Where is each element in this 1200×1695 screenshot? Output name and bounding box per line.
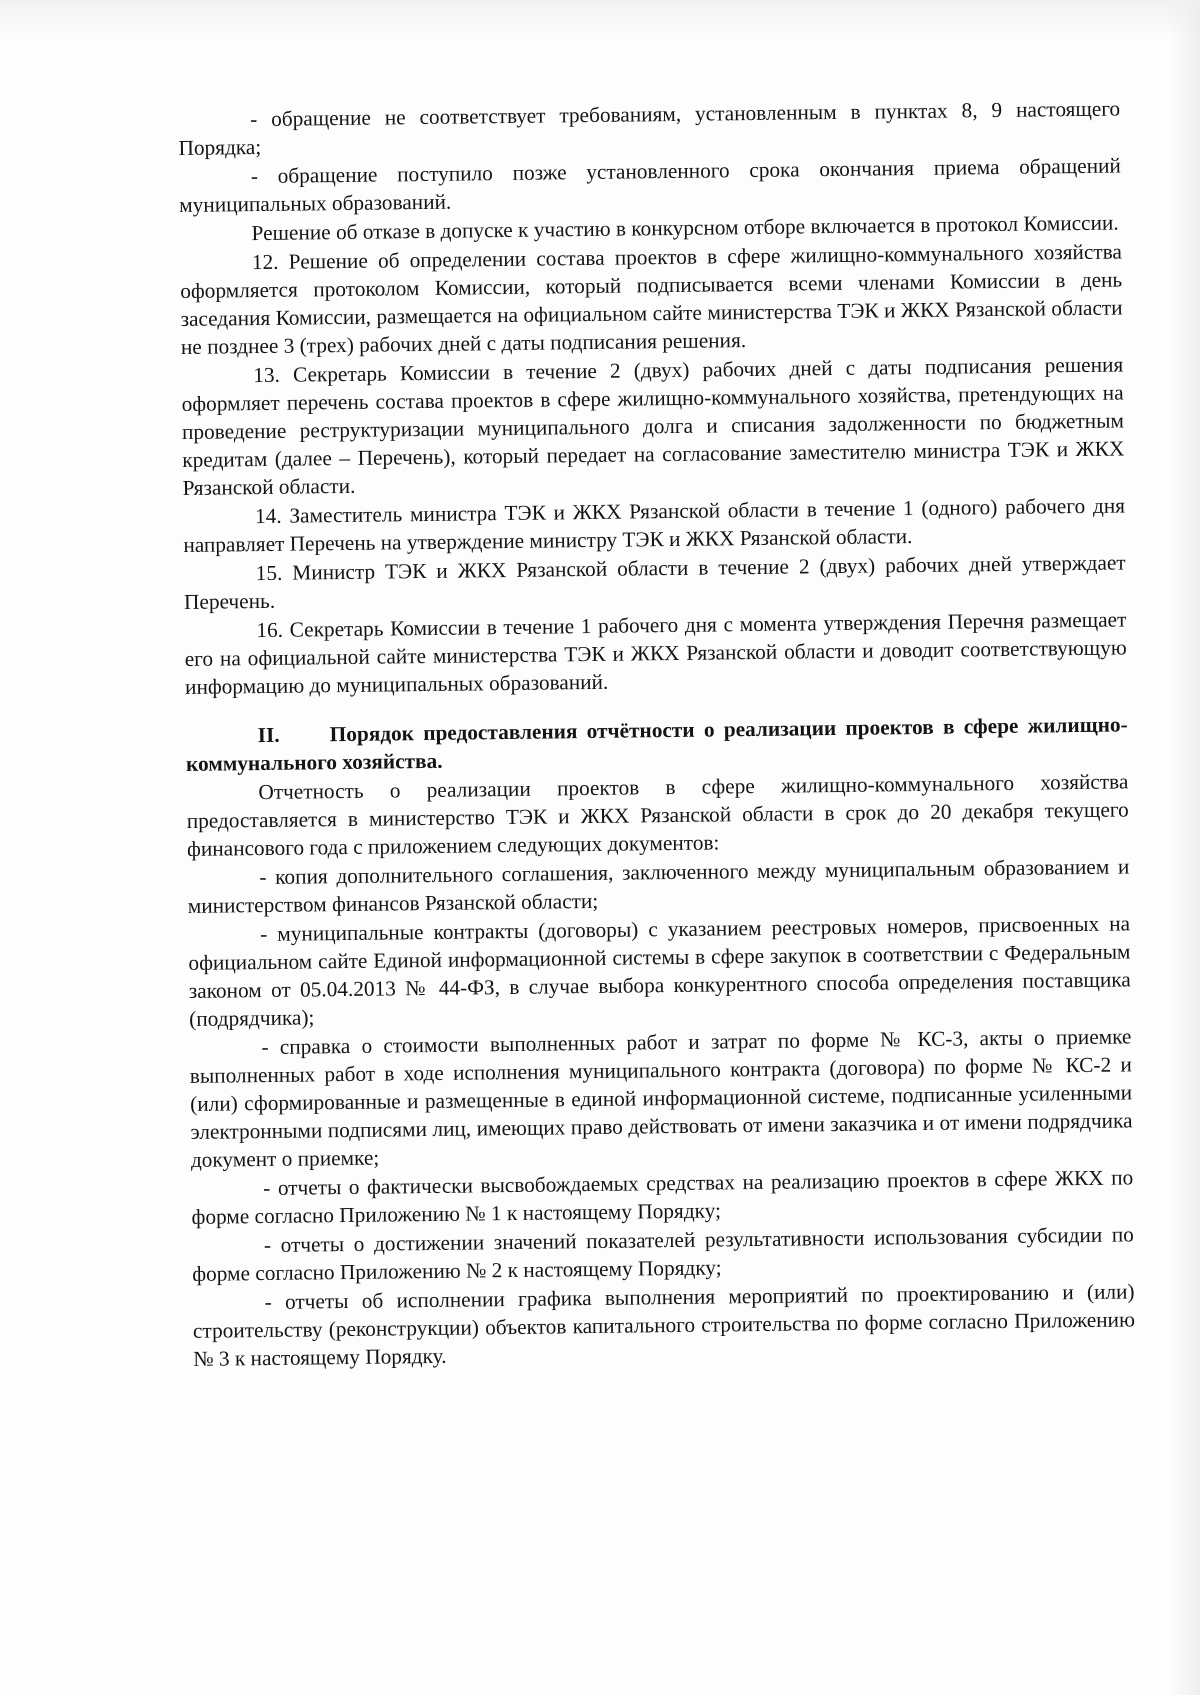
list-item-municipal-contracts: - муниципальные контракты (договоры) с указанием реестровых номеров, присвоенных на официальном сайте Единой информационной системы в сфере закупок в соответствии с Федеральным законом от 05.04.2013 № 44-ФЗ, в случае выбора конкурентного способа определения поставщика (подрядчика);: [188, 911, 1131, 1031]
list-item-performance-report: - отчеты о достижении значений показателей результативности использования субсидии по форме согласно Приложению № 2 к настоящему Порядку;: [192, 1222, 1135, 1286]
list-item-released-funds-report: - отчеты о фактически высвобождаемых средствах на реализацию проектов в сфере ЖКХ по форме согласно Приложению № 1 к настоящему Порядку;: [191, 1165, 1134, 1229]
paragraph-requirements: - обращение не соответствует требованиям, установленным в пунктах 8, 9 настоящего Порядка;: [178, 96, 1121, 160]
paragraph-refusal-decision: Решение об отказе в допуске к участию в конкурсном отборе включается в протокол Комиссии.: [251, 210, 1119, 246]
section-number: II.: [257, 722, 280, 748]
paragraph-item-13: 13. Секретарь Комиссии в течение 2 (двух) рабочих дней с даты подписания решения оформляет перечень состава проектов в сфере жилищно-коммунального хозяйства, претендующих на проведение реструктуризации муниципального долга и списания задолженности по бюджетным кредитам (далее – Перечень), который передает на согласование заместителю министра ТЭК и ЖКХ Рязанской области.: [181, 352, 1125, 500]
paragraph-item-12: 12. Решение об определении состава проектов в сфере жилищно-коммунального хозяйства оформляется протоколом Комиссии, который подписывается всеми членами Комиссии в день заседания Комиссии, размещается на официальном сайте министерства ТЭК и ЖКХ Рязанской области не позднее 3 (трех) рабочих дней с даты подписания решения.: [180, 239, 1123, 359]
paragraph-item-16: 16. Секретарь Комиссии в течение 1 рабочего дня с момента утверждения Перечня размещает его на официальной сайте министерства ТЭК и ЖКХ Рязанской области и доводит соответствующую информацию до муниципальных образований.: [184, 607, 1127, 699]
scan-shadow-right: [1170, 0, 1200, 1695]
list-item-schedule-report: - отчеты об исполнении графика выполнения мероприятий по проектированию и (или) строительству (реконструкции) объектов капитального строительства по форме согласно Приложению № 3 к настоящему Порядку.: [192, 1279, 1136, 1371]
document-body: [178, 94, 1135, 1373]
paragraph-reporting-intro: Отчетность о реализации проектов в сфере жилищно-коммунального хозяйства предоставляется в министерство ТЭК и ЖКХ Рязанской области в срок до 20 декабря текущего финансового года с приложением следующих документов:: [186, 769, 1129, 861]
paragraph-item-15: 15. Министр ТЭК и ЖКХ Рязанской области в течение 2 (двух) рабочих дней утверждает Перечень.: [183, 550, 1126, 614]
section-heading: [186, 710, 1129, 778]
paragraph-item-14: 14. Заместитель министра ТЭК и ЖКХ Рязанской области в течение 1 (одного) рабочего дня направляет Перечень на утверждение министру ТЭК и ЖКХ Рязанской области.: [183, 493, 1126, 557]
paragraph-late-submission: - обращение поступило позже установленного срока окончания приема обращений муниципальных образований.: [179, 153, 1121, 217]
list-item-ks3-certificate: - справка о стоимости выполненных работ и затрат по форме № КС-3, акты о приемке выполненных работ в ходе исполнения муниципального контракта (договора) по форме № КС-2 и (или) сформированные и размещенные в единой информационной системе, подписанные усиленными электронными подписями лиц, имеющих право действовать от имени заказчика и от имени подрядчика документ о приемке;: [189, 1024, 1133, 1172]
list-item-agreement-copy: - копия дополнительного соглашения, заключенного между муниципальным образованием и министерством финансов Рязанской области;: [187, 854, 1130, 918]
section-title: Порядок предоставления отчётности о реализации проектов в сфере жилищно-коммунального хозяйства.: [185, 712, 1128, 776]
scan-shadow-top: [0, 0, 1200, 40]
